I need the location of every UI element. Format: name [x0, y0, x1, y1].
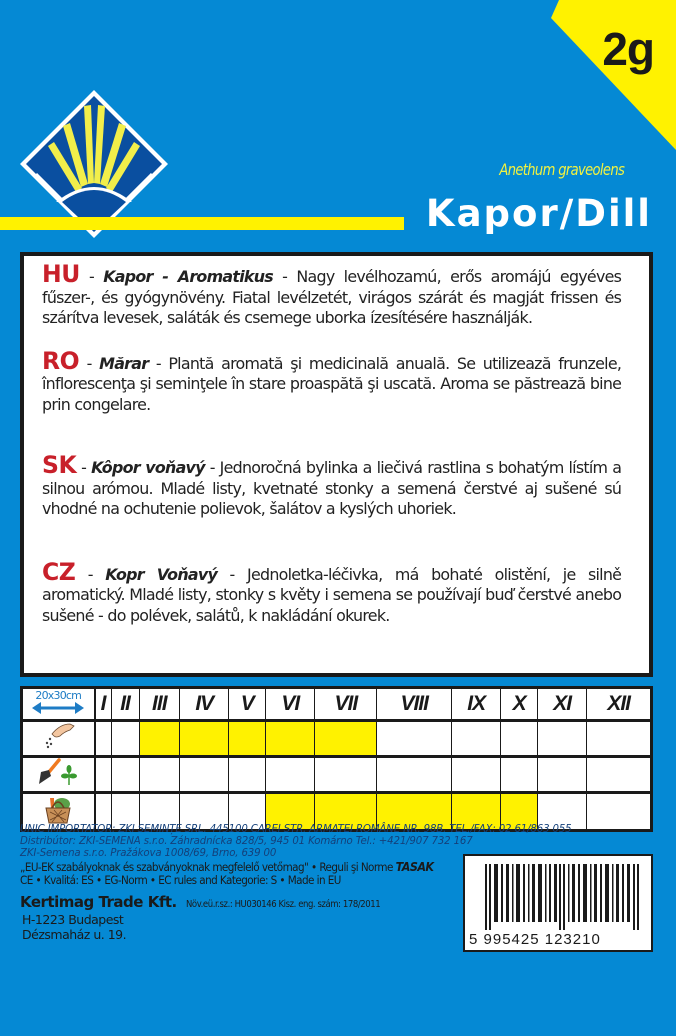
month-cell — [377, 757, 452, 793]
month-cell — [377, 721, 452, 757]
month-label: XII — [607, 692, 630, 715]
month-cell — [111, 721, 139, 757]
latin-name: Anethum graveolens — [499, 160, 624, 179]
harvest-basket-icon — [42, 794, 74, 824]
calendar-header-row — [22, 688, 652, 721]
sowing-hand-icon — [38, 722, 78, 750]
month-header — [377, 688, 452, 721]
month-header — [111, 688, 139, 721]
month-label: IX — [467, 692, 486, 715]
month-label: X — [512, 692, 526, 715]
separator: - — [204, 458, 220, 477]
variety-name: Kôpor voňavý — [91, 458, 205, 477]
barcode-bars-icon — [479, 864, 643, 930]
spacing-label: 20x30cm — [35, 688, 82, 702]
barcode — [463, 854, 653, 952]
package-weight: 2g — [602, 23, 654, 75]
separator: - — [148, 353, 169, 373]
calendar-row-transplanting — [22, 757, 652, 793]
variety-name: Kopr Voňavý — [105, 564, 218, 584]
company-info — [20, 892, 414, 911]
month-header — [229, 688, 266, 721]
month-label: V — [240, 692, 254, 715]
description-hu — [42, 260, 622, 329]
sowing-calendar — [20, 686, 653, 832]
month-label: VIII — [400, 692, 428, 715]
transplanting-icon-cell — [22, 757, 95, 793]
standards-line-1: „EU-EK szabályoknak és szabványoknak megfelelő vetőmag" • Reguli şi Norme — [20, 861, 393, 874]
month-cell — [452, 721, 501, 757]
month-header — [587, 688, 652, 721]
separator: - — [75, 564, 106, 584]
month-header — [266, 688, 315, 721]
address-line-2: Dézsmaház u. 19. — [22, 927, 127, 942]
month-cell — [95, 757, 112, 793]
month-cell — [501, 757, 538, 793]
standards-line-2: CE • Kvalitá: ES • EG-Norm • EC rules and Kategorie: S • Made in EU — [20, 873, 341, 887]
month-header — [452, 688, 501, 721]
month-cell — [587, 757, 652, 793]
separator: - — [79, 267, 104, 286]
description-ro — [42, 346, 622, 416]
month-cell — [139, 757, 180, 793]
month-cell — [180, 757, 229, 793]
month-label: I — [100, 692, 106, 715]
month-cell — [538, 757, 587, 793]
address-line-1: H-1223 Budapest — [22, 912, 124, 927]
standards-info — [20, 861, 434, 887]
month-cell-active — [266, 721, 315, 757]
month-cell — [229, 757, 266, 793]
language-code: SK — [42, 451, 77, 479]
month-cell — [538, 721, 587, 757]
month-header — [315, 688, 377, 721]
tasak-logo-icon: TASAK — [395, 860, 434, 874]
variety-name: Kapor - Aromatikus — [103, 267, 273, 286]
month-cell-active — [180, 721, 229, 757]
yellow-stripe — [0, 217, 404, 230]
month-cell — [95, 721, 112, 757]
month-cell — [587, 793, 652, 831]
distributor-line: Distribútor: ZKI-SEMENA s.r.o. Záhradnícka 828/5, 945 01 Komárno Tel.: +421/907 732 167 — [20, 836, 473, 847]
description-box — [20, 252, 653, 677]
month-header — [538, 688, 587, 721]
month-cell — [501, 721, 538, 757]
month-header — [139, 688, 180, 721]
description-cz — [42, 557, 622, 627]
cz-address-line: ZKI-Semena s.r.o. Pražákova 1008/69, Brno, 639 00 — [20, 848, 277, 859]
company-name: Kertimag Trade Kft. — [20, 893, 177, 911]
month-header — [501, 688, 538, 721]
month-cell-active — [139, 721, 180, 757]
sowing-icon-cell — [22, 721, 95, 757]
calendar-row-sowing — [22, 721, 652, 757]
separator: - — [76, 458, 92, 477]
registration-numbers: Növ.eü.r.sz.: HU030146 Kisz. eng. szám: 178/2011 — [185, 899, 381, 910]
description-text: Jednoročná bylinka a liečivá rastlina s bohatým lístím a silnou arómou. Mladé listy, kvetnaté stonky a semená čerstvé aj sušené sú vhodné na ochutenie polievok, šalátov a kyslých uhoriek. — [42, 458, 622, 518]
product-title: Kapor/Dill — [425, 192, 652, 235]
description-text: Jednoletka-léčivka, má bohaté olistění, je silně aromatický. Mladé listy, stonky s květy i semena se používají buď čerstvé anebo sušené - do polévek, salátů, k nakládání okurek. — [42, 564, 622, 625]
month-header — [180, 688, 229, 721]
language-code: CZ — [42, 557, 76, 586]
double-arrow-icon — [32, 702, 84, 714]
language-code: HU — [42, 260, 80, 288]
language-code: RO — [42, 346, 80, 375]
spacing-cell — [22, 688, 95, 721]
importer-line: UNIC IMPORTATOR: ZKI SEMINȚE SRL. 445100 CAREI STR. ARMATEI ROMÂNE NR. 98B. TEL./FAX: 02 61/863 055 — [20, 824, 572, 835]
month-label: VII — [334, 692, 358, 715]
separator: - — [79, 353, 100, 373]
description-text: Plantă aromată şi medicinală anuală. Se utilizează frunzele, înflorescenţa şi seminţele în stare proaspătă şi uscată. Aroma se păstrează bine prin congelare. — [42, 353, 622, 414]
month-label: VI — [281, 692, 300, 715]
separator: - — [272, 267, 297, 286]
month-label: II — [120, 692, 130, 715]
barcode-number: 5 995425 123210 — [469, 931, 601, 948]
month-cell — [111, 757, 139, 793]
month-header — [95, 688, 112, 721]
month-label: XI — [553, 692, 572, 715]
month-label: IV — [195, 692, 214, 715]
month-cell — [587, 721, 652, 757]
separator: - — [217, 564, 248, 584]
month-label: III — [152, 692, 167, 715]
month-cell — [315, 757, 377, 793]
description-text: Nagy levélhozamú, erős aromájú egyéves fűszer-, és gyógynövény. Fiatal levélzetét, virágos szárát és magját frissen és szárítva levesek, saláták és csemege uborka ízesítésére használják. — [42, 267, 622, 327]
month-cell-active — [229, 721, 266, 757]
trowel-seedling-icon — [35, 758, 81, 786]
month-cell — [266, 757, 315, 793]
variety-name: Mărar — [99, 353, 149, 373]
description-sk — [42, 451, 622, 520]
month-cell — [452, 757, 501, 793]
month-cell-active — [315, 721, 377, 757]
